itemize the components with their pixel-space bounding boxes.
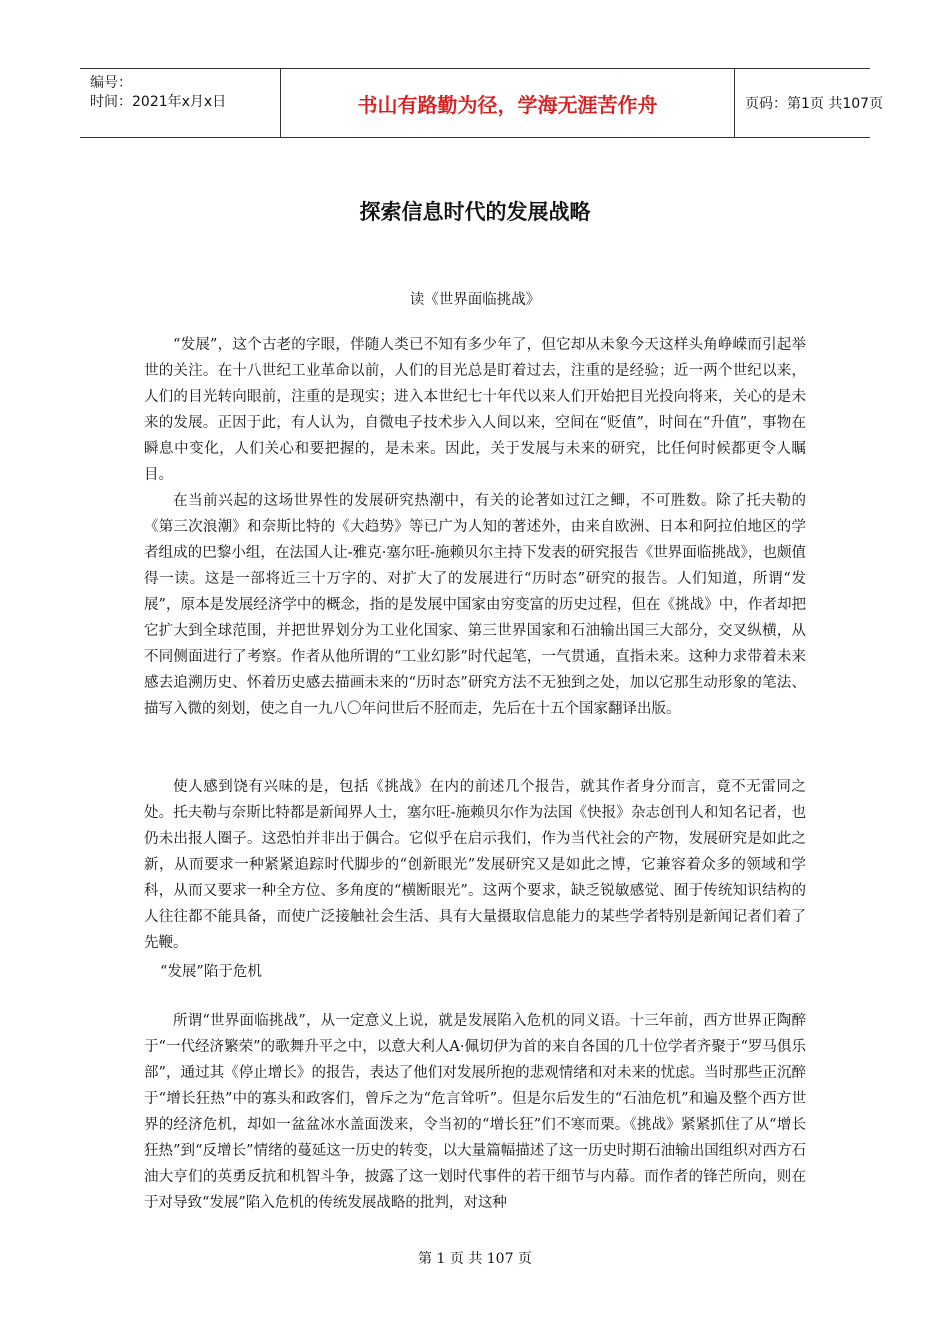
document-title: 探索信息时代的发展战略 xyxy=(359,200,591,224)
header-meta xyxy=(80,69,280,137)
page-header xyxy=(80,68,884,138)
document-date-label: 时间：2021年x月x日 xyxy=(90,94,227,110)
header-motto: 书山有路勤为径，学海无涯苦作舟 xyxy=(280,69,735,137)
section-heading: “发展”陷于危机 xyxy=(160,964,262,980)
body-paragraph-2: 在当前兴起的这场世界性的发展研究热潮中，有关的论著如过江之鲫，不可胜数。除了托夫勒的《第三次浪潮》和奈斯比特的《大趋势》等已广为人知的著述外，由来自欧洲、日本和阿拉伯地区的学者组成的巴黎小组，在法国人让-雅克·塞尔旺-施赖贝尔主持下发表的研究报告《世界面临挑战》，也颇值得一读。这是一部将近三十万字的、对扩大了的发展进行“历时态”研究的报告。人们知道，所谓“发展”，原本是发展经济学中的概念，指的是发展中国家由穷变富的历史过程，但在《挑战》中，作者却把它扩大到全球范围，并把世界划分为工业化国家、第三世界国家和石油输出国三大部分，交叉纵横，从不同侧面进行了考察。作者从他所谓的“工业幻影”时代起笔，一气贯通，直指未来。这种力求带着未来感去追溯历史、怀着历史感去描画未来的“历时态”研究方法不无独到之处，加以它那生动形象的笔法、描写入微的刻划，使之自一九八〇年问世后不胫而走，先后在十五个国家翻译出版。 xyxy=(144,493,806,717)
header-page-info: 页码：第1页 共107页 xyxy=(745,96,884,112)
page-footer: 第 1 页 共 107 页 xyxy=(418,1251,532,1267)
document-number-label: 编号： xyxy=(90,75,132,91)
body-paragraph-3: 使人感到饶有兴味的是，包括《挑战》在内的前述几个报告，就其作者身分而言，竟不无雷同之处。托夫勒与奈斯比特都是新闻界人士，塞尔旺-施赖贝尔作为法国《快报》杂志创刊人和知名记者，也仍未出报人圈子。这恐怕并非出于偶合。它似乎在启示我们，作为当代社会的产物，发展研究是如此之新，从而要求一种紧紧追踪时代脚步的“创新眼光”发展研究又是如此之博，它兼容着众多的领域和学科，从而又要求一种全方位、多角度的“横断眼光”。这两个要求，缺乏锐敏感觉、囿于传统知识结构的人往往都不能具备，而使广泛接触社会生活、具有大量摄取信息能力的某些学者特别是新闻记者们着了先鞭。 xyxy=(144,779,806,951)
document-subtitle: 读《世界面临挑战》 xyxy=(409,292,541,308)
body-paragraph-4: 所谓“世界面临挑战”，从一定意义上说，就是发展陷入危机的同义语。十三年前，西方世界正陶醉于“一代经济繁荣”的歌舞升平之中，以意大利人A·佩切伊为首的来自各国的几十位学者齐聚于“罗马俱乐部”，通过其《停止增长》的报告，表达了他们对发展所抱的悲观情绪和对未来的忧虑。当时那些正沉醉于“增长狂热”中的寡头和政客们，曾斥之为“危言耸听”。但是尔后发生的“石油危机”和遍及整个西方世界的经济危机，却如一盆盆冰水盖面泼来，令当初的“增长狂”们不寒而栗。《挑战》紧紧抓住了从“增长狂热”到“反增长”情绪的蔓延这一历史的转变，以大量篇幅描述了这一历史时期石油输出国组织对西方石油大亨们的英勇反抗和机智斗争，披露了这一划时代事件的若干细节与内幕。而作者的锋芒所向，则在于对导致“发展”陷入危机的传统发展战略的批判，对这种 xyxy=(144,1013,806,1211)
body-paragraph-1: “发展”，这个古老的字眼，伴随人类已不知有多少年了，但它却从未象今天这样头角峥嵘而引起举世的关注。在十八世纪工业革命以前，人们的目光总是盯着过去，注重的是经验；近一两个世纪以来，人们的目光转向眼前，注重的是现实；进入本世纪七十年代以来人们开始把目光投向将来，关心的是未来的发展。正因于此，有人认为，自微电子技术步入人间以来，空间在“贬值”，时间在“升值”，事物在瞬息中变化，人们关心和要把握的，是未来。因此，关于发展与未来的研究，比任何时候都更令人瞩目。 xyxy=(144,337,806,483)
